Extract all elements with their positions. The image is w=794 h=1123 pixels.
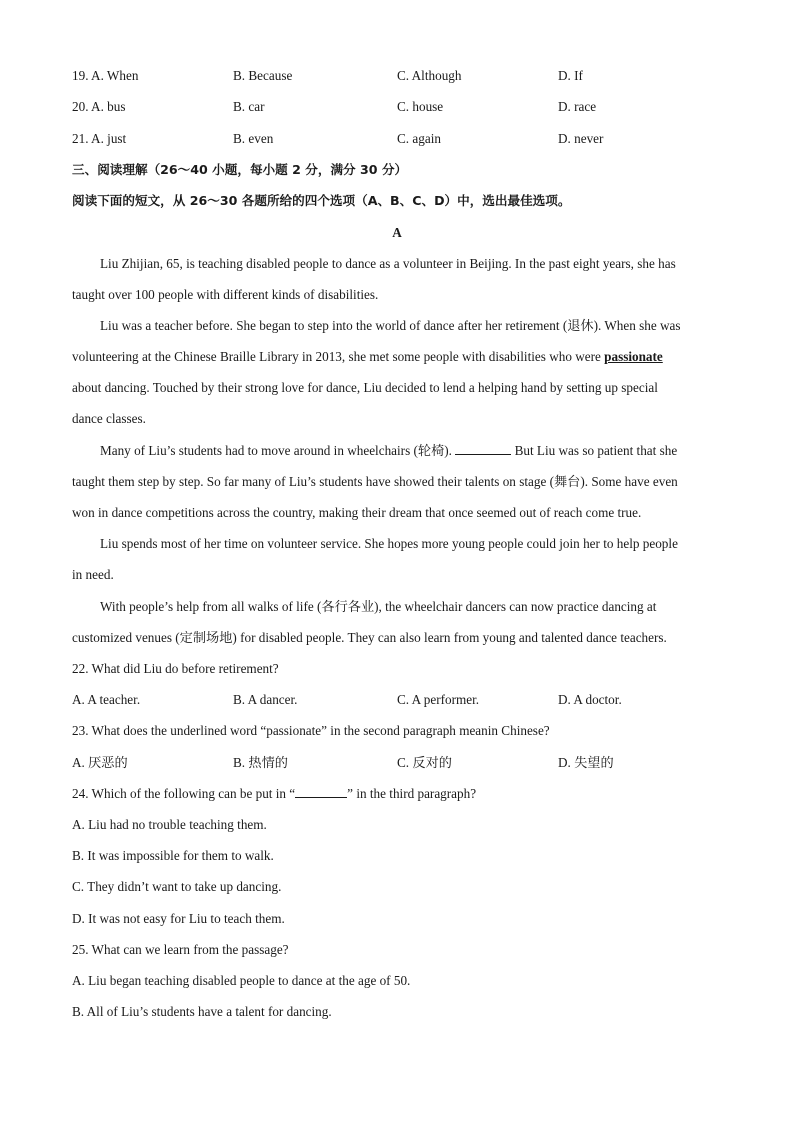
question-22-stem: 22. What did Liu do before retirement? — [72, 661, 279, 676]
passage-line: taught over 100 people with different kinds of disabilities. — [72, 287, 379, 302]
option-a: A. 厌恶的 — [72, 755, 128, 770]
passage-line: With people’s help from all walks of life (各行各业), the wheelchair dancers can now practice dancing at — [100, 599, 657, 614]
question-24-stem — [72, 786, 722, 802]
passage-line — [72, 349, 722, 365]
passage-line: Liu was a teacher before. She began to step into the world of dance after her retirement (退休). When she was — [100, 318, 681, 333]
passage-line: Liu Zhijian, 65, is teaching disabled people to dance as a volunteer in Beijing. In the past eight years, she has — [100, 256, 676, 271]
section-instruction: 阅读下面的短文，从 26～30 各题所给的四个选项（A、B、C、D）中，选出最佳选项。 — [72, 193, 571, 208]
option-d: D. never — [558, 131, 604, 146]
answer-blank — [455, 443, 511, 455]
option-c: C. 反对的 — [397, 755, 452, 770]
option-b: B. even — [233, 131, 274, 146]
passage-line: won in dance competitions across the country, making their dream that once seemed out of reach come true. — [72, 505, 642, 520]
option-b: B. Because — [233, 68, 293, 83]
question-19-options — [72, 68, 722, 84]
option-b: B. A dancer. — [233, 692, 298, 707]
option-c: C. again — [397, 131, 441, 146]
passage-line — [100, 443, 720, 459]
option-b: B. car — [233, 99, 265, 114]
passage-line: taught them step by step. So far many of Liu’s students have showed their talents on stage (舞台). Some have even — [72, 474, 678, 489]
question-22-options — [72, 692, 722, 708]
question-23-stem: 23. What does the underlined word “passionate” in the second paragraph meanin Chinese? — [72, 723, 550, 738]
option-d: D. 失望的 — [558, 755, 614, 770]
option-a: 19. A. When — [72, 68, 139, 83]
underlined-word: passionate — [604, 349, 663, 364]
option-a: A. A teacher. — [72, 692, 141, 707]
passage-line: Liu spends most of her time on volunteer service. She hopes more young people could join her to help people — [100, 536, 678, 551]
passage-line: about dancing. Touched by their strong love for dance, Liu decided to lend a helping hand by setting up special — [72, 380, 658, 395]
question-text: 24. Which of the following can be put in “ — [72, 786, 296, 801]
question-text: ” in the third paragraph? — [347, 786, 477, 801]
passage-text: But Liu was so patient that she — [511, 443, 678, 458]
option-d: D. race — [558, 99, 597, 114]
option-c: C. They didn’t want to take up dancing. — [72, 879, 282, 894]
option-b: B. All of Liu’s students have a talent for dancing. — [72, 1004, 332, 1019]
option-d: D. It was not easy for Liu to teach them. — [72, 911, 285, 926]
option-b: B. It was impossible for them to walk. — [72, 848, 274, 863]
answer-blank — [295, 786, 347, 798]
passage-text: volunteering at the Chinese Braille Library in 2013, she met some people with disabilities who were — [72, 349, 605, 364]
question-20-options — [72, 99, 722, 115]
passage-line: dance classes. — [72, 411, 146, 426]
option-a: 20. A. bus — [72, 99, 126, 114]
passage-line: in need. — [72, 567, 114, 582]
option-a: 21. A. just — [72, 131, 127, 146]
passage-label: A — [392, 225, 402, 240]
option-c: C. house — [397, 99, 444, 114]
option-c: C. Although — [397, 68, 462, 83]
question-23-options — [72, 755, 722, 771]
passage-text: Many of Liu’s students had to move around in wheelchairs (轮椅). — [100, 443, 456, 458]
option-b: B. 热情的 — [233, 755, 288, 770]
question-25-stem: 25. What can we learn from the passage? — [72, 942, 289, 957]
passage-line: customized venues (定制场地) for disabled people. They can also learn from young and talented dance teachers. — [72, 630, 667, 645]
option-d: D. A doctor. — [558, 692, 622, 707]
option-a: A. Liu had no trouble teaching them. — [72, 817, 267, 832]
option-a: A. Liu began teaching disabled people to dance at the age of 50. — [72, 973, 411, 988]
question-21-options — [72, 131, 722, 147]
section-heading: 三、阅读理解（26～40 小题，每小题 2 分，满分 30 分） — [72, 162, 408, 177]
option-d: D. If — [558, 68, 583, 83]
option-c: C. A performer. — [397, 692, 480, 707]
